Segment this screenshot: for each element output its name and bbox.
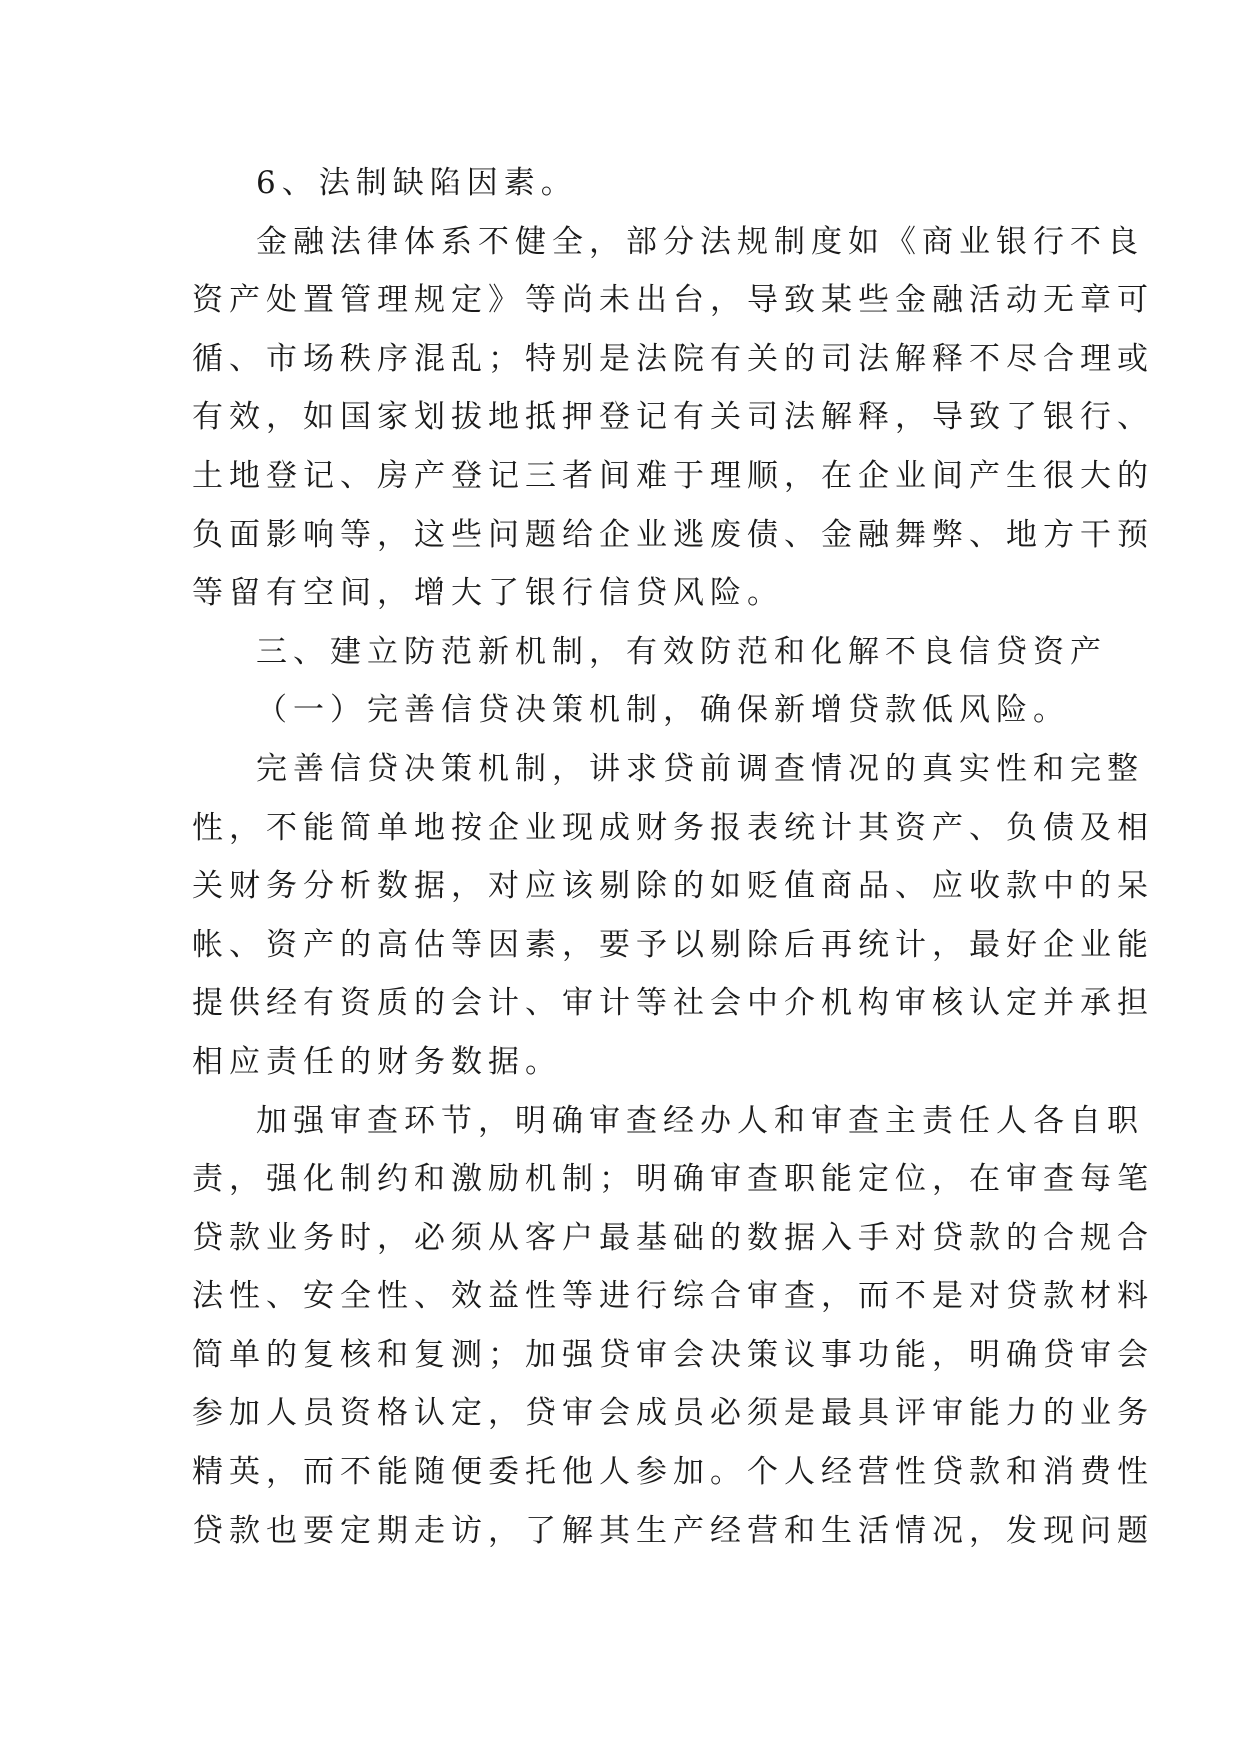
paragraph-line: 关财务分析数据，对应该剔除的如贬值商品、应收款中的呆 [192,868,1154,905]
document-body [192,154,1154,1560]
paragraph-line: 土地登记、房产登记三者间难于理顺，在企业间产生很大的 [192,457,1154,494]
paragraph-line: 简单的复核和复测；加强贷审会决策议事功能，明确贷审会 [192,1336,1154,1373]
paragraph-first-line: 加强审查环节，明确审查经办人和审查主责任人各自职 [256,1102,1144,1139]
paragraph-line: 参加人员资格认定，贷审会成员必须是最具评审能力的业务 [192,1395,1154,1432]
paragraph-first-line: 金融法律体系不健全，部分法规制度如《商业银行不良 [256,223,1144,260]
paragraph-line: 循、市场秩序混乱；特别是法院有关的司法解释不尽合理或 [192,340,1154,377]
paragraph-first-line: 完善信贷决策机制，讲求贷前调查情况的真实性和完整 [256,750,1144,787]
paragraph-line: 法性、安全性、效益性等进行综合审查，而不是对贷款材料 [192,1278,1154,1315]
paragraph-line: 资产处置管理规定》等尚未出台，导致某些金融活动无章可 [192,282,1154,319]
paragraph-first-line: 三、建立防范新机制，有效防范和化解不良信贷资产 [256,633,1107,670]
paragraph-line: 负面影响等，这些问题给企业逃废债、金融舞弊、地方干预 [192,516,1154,553]
paragraph-line: 贷款业务时，必须从客户最基础的数据入手对贷款的合规合 [192,1219,1154,1256]
paragraph-line: 相应责任的财务数据。 [192,1043,562,1080]
paragraph-line: 提供经有资质的会计、审计等社会中介机构审核认定并承担 [192,985,1154,1022]
paragraph-line: 等留有空间，增大了银行信贷风险。 [192,575,784,612]
paragraph-line: 责，强化制约和激励机制；明确审查职能定位，在审查每笔 [192,1161,1154,1198]
paragraph-line: 帐、资产的高估等因素，要予以剔除后再统计，最好企业能 [192,926,1154,963]
paragraph-line: 性，不能简单地按企业现成财务报表统计其资产、负债及相 [192,809,1154,846]
paragraph-line: 贷款也要定期走访，了解其生产经营和生活情况，发现问题 [192,1512,1154,1549]
paragraph-first-line: 6、法制缺陷因素。 [256,165,578,201]
paragraph-line: 有效，如国家划拔地抵押登记有关司法解释，导致了银行、 [192,399,1154,436]
paragraph-line: 精英，而不能随便委托他人参加。个人经营性贷款和消费性 [192,1454,1154,1491]
paragraph-first-line: （一）完善信贷决策机制，确保新增贷款低风险。 [256,692,1070,729]
